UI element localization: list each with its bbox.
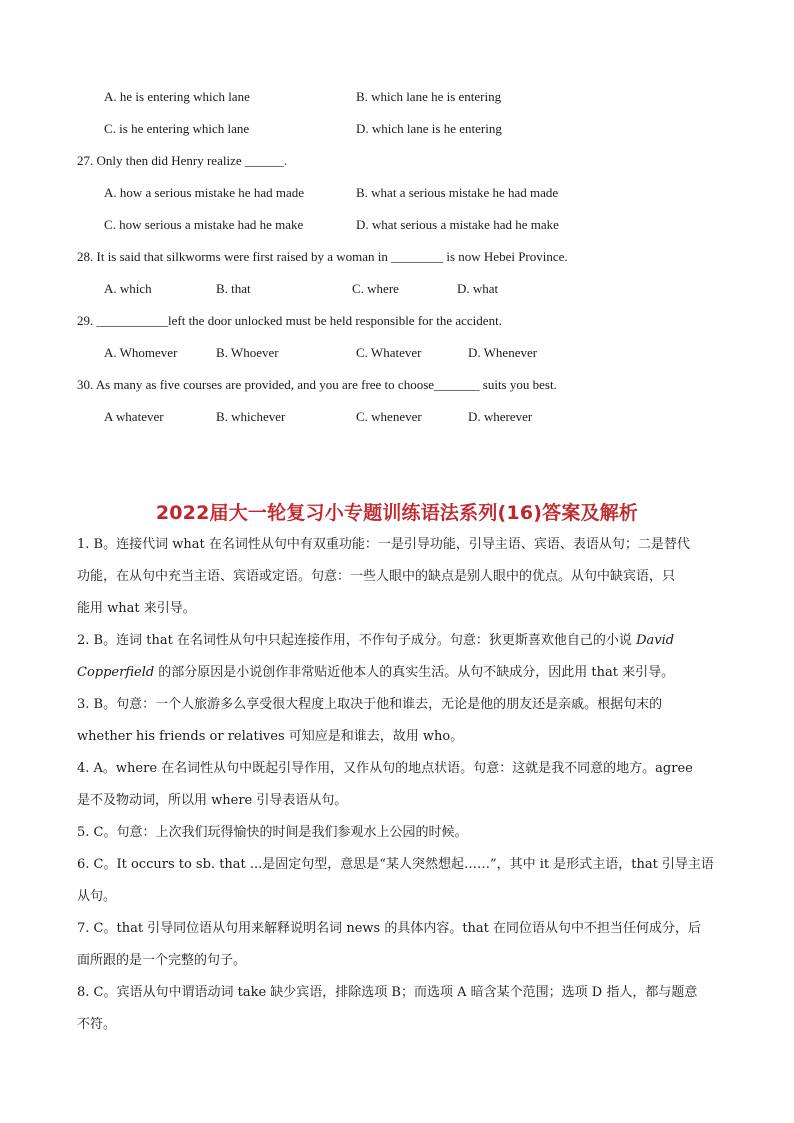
answer-2-line-2 [77, 657, 722, 689]
answer-8-line-1: 8. C。宾语从句中谓语动词 take 缺少宾语，排除选项 B；而选项 A 暗含某个范围；选项 D 指人，都与题意 [77, 985, 698, 1000]
answers-title: 2022届大一轮复习小专题训练语法系列(16)答案及解析 [155, 502, 639, 524]
q30-option-b: B. whichever [216, 409, 286, 424]
answer-8-line-2: 不符。 [77, 1017, 117, 1032]
answer-5-line-1: 5. C。句意：上次我们玩得愉快的时间是我们参观水上公园的时候。 [77, 825, 468, 840]
q28-stem: 28. It is said that silkworms were first raised by a woman in ________ is now Hebei Province. [77, 249, 568, 264]
answer-4 [77, 753, 722, 817]
answer-4-line-1: 4. A。where 在名词性从句中既起引导作用，又作从句的地点状语。句意：这就是我不同意的地方。agree [77, 761, 693, 776]
q29-option-c: C. Whatever [356, 345, 422, 360]
answer-2-text-b: 的部分原因是小说创作非常贴近他本人的真实生活。从句不缺成分，因此用 that 来引导。 [154, 665, 675, 680]
q28-option-a: A. which [104, 281, 152, 296]
answer-8 [77, 977, 722, 1041]
q30-stem: 30. As many as five courses are provided, and you are free to choose_______ suits you best. [77, 377, 557, 392]
answer-7-line-1: 7. C。that 引导同位语从句用来解释说明名词 news 的具体内容。that 在同位语从句中不担当任何成分，后 [77, 921, 702, 936]
answer-6-line-2: 从句。 [77, 889, 117, 904]
q27-option-a: A. how a serious mistake he had made [104, 185, 305, 200]
q26-option-b: B. which lane he is entering [356, 89, 502, 104]
q28-option-d: D. what [457, 281, 499, 296]
q27-option-c: C. how serious a mistake had he make [104, 217, 304, 232]
answer-3-line-2: whether his friends or relatives 可知应是和谁去，故用 who。 [77, 729, 464, 744]
answer-1-line-1: 1. B。连接代词 what 在名词性从句中有双重功能：一是引导功能，引导主语、宾语、表语从句；二是替代 [77, 537, 690, 552]
q29-option-d: D. Whenever [468, 345, 538, 360]
answer-6 [77, 849, 722, 913]
answer-2-novel-title-a: David [636, 633, 675, 648]
q29-option-a: A. Whomever [104, 345, 178, 360]
answer-1-line-2: 功能，在从句中充当主语、宾语或定语。句意：一些人眼中的缺点是别人眼中的优点。从句中缺宾语，只 [77, 569, 676, 584]
q28-option-b: B. that [216, 281, 251, 296]
answer-1-line-3: 能用 what 来引导。 [77, 601, 196, 616]
answer-3-line-1: 3. B。句意：一个人旅游多么享受很大程度上取决于他和谁去，无论是他的朋友还是亲戚。根据句末的 [77, 697, 663, 712]
answer-2-text-a: 2. B。连词 that 在名词性从句中只起连接作用，不作句子成分。句意：狄更斯喜欢他自己的小说 [77, 633, 637, 648]
answer-2 [77, 625, 722, 689]
answer-5 [77, 817, 722, 849]
answer-3 [77, 689, 722, 753]
q26-option-c: C. is he entering which lane [104, 121, 250, 136]
q27-stem: 27. Only then did Henry realize ______. [77, 153, 288, 168]
answer-7 [77, 913, 722, 977]
q26-option-d: D. which lane is he entering [356, 121, 502, 136]
q30-option-c: C. whenever [356, 409, 422, 424]
q27-option-b: B. what a serious mistake he had made [356, 185, 559, 200]
q26-option-a: A. he is entering which lane [104, 89, 250, 104]
answer-2-line-1 [77, 625, 722, 657]
q28-option-c: C. where [352, 281, 399, 296]
q27-option-d: D. what serious a mistake had he make [356, 217, 559, 232]
answer-6-line-1: 6. C。It occurs to sb. that ...是固定句型，意思是“某人突然想起……”，其中 it 是形式主语，that 引导主语 [77, 857, 714, 872]
q30-option-d: D. wherever [468, 409, 533, 424]
answer-7-line-2: 面所跟的是一个完整的句子。 [77, 953, 247, 968]
answer-4-line-2: 是不及物动词，所以用 where 引导表语从句。 [77, 793, 348, 808]
answer-1 [77, 529, 722, 625]
q29-option-b: B. Whoever [216, 345, 279, 360]
answer-2-novel-title-b: Copperfield [77, 665, 155, 680]
q30-option-a: A whatever [104, 409, 164, 424]
q29-stem: 29. ___________left the door unlocked must be held responsible for the accident. [77, 313, 502, 328]
